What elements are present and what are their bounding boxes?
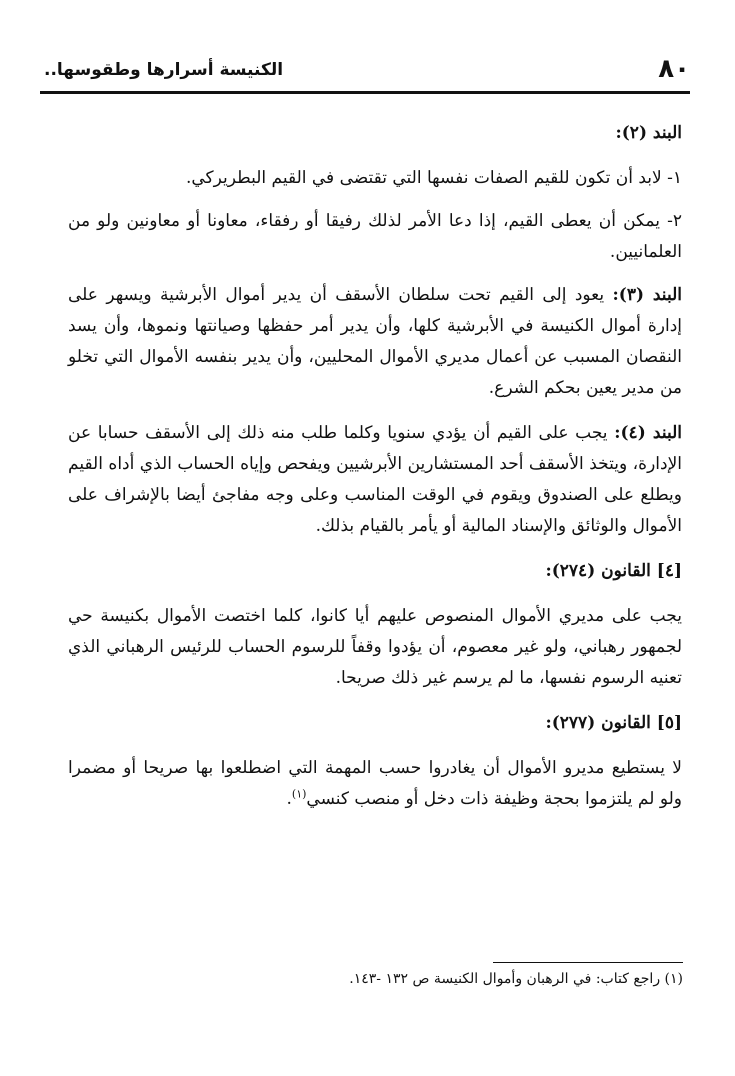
article-label: البند (٣): bbox=[612, 285, 682, 305]
footnote-marker: (١) bbox=[291, 787, 307, 801]
paragraph-text: لا يستطيع مديرو الأموال أن يغادروا حسب المهمة التي اضطلعوا بها صريحا أو مضمرا ولو لم يلتزموا بحجة وظيفة ذات دخل أو منصب كنسي bbox=[68, 758, 682, 809]
page-header bbox=[40, 50, 690, 94]
section-heading-canon-274: [٤] القانون (٢٧٤): bbox=[545, 561, 682, 581]
paragraph-article-4 bbox=[68, 418, 682, 542]
article-label: البند (٤): bbox=[614, 423, 682, 443]
list-item: ١- لابد أن تكون للقيم الصفات نفسها التي تقتضى في القيم البطريركي. bbox=[185, 168, 682, 188]
paragraph-canon-274: يجب على مديري الأموال المنصوص عليهم أيا كانوا، كلما اختصت الأموال بكنيسة حي لجمهور رهباني، ولو غير معصوم، أن يؤدوا وقفاً للرسوم الحساب للرئيس الرهباني الذي تعنيه الرسوم نفسها، ما لم يرسم غير ذلك صريحا. bbox=[68, 606, 682, 688]
paragraph-text: يعود إلى القيم تحت سلطان الأسقف أن يدير أموال الأبرشية ويسهر على إدارة أموال الكنيسة في الأبرشية كلها، وأن يدير أمر حفظها وصيانتها ونموها، وأن يسد النقصان المسبب عن أعمال مديري الأموال المحليين، وأن يدير بنفسه الأموال التي تخلو من مدير يعين بحكم الشرع. bbox=[68, 285, 682, 398]
paragraph-article-3 bbox=[68, 280, 682, 404]
footnote: (١) راجع كتاب: في الرهبان وأموال الكنيسة ص ١٣٢ -١٤٣. bbox=[349, 971, 683, 987]
paragraph-canon-277 bbox=[68, 753, 682, 815]
header-rule bbox=[40, 91, 690, 94]
page-number: ٨٠ bbox=[658, 54, 690, 84]
page-body bbox=[68, 118, 682, 829]
section-heading-article-2: البند (٢): bbox=[615, 123, 682, 143]
section-heading-canon-277: [٥] القانون (٢٧٧): bbox=[545, 713, 682, 733]
paragraph-text: يجب على القيم أن يؤدي سنويا وكلما طلب منه ذلك إلى الأسقف حسابا عن الإدارة، ويتخذ الأسقف أحد المستشارين الأبرشيين ويفحص وإياه الحساب الذي أداه القيم ويطلع على الصندوق ويقوم في الوقت المناسب وعلى وجه مفاجئ أيضا بالإشراف على الأموال والوثائق والإسناد المالية أو يأمر بالقيام بذلك. bbox=[68, 423, 682, 536]
paragraph-end: . bbox=[286, 789, 292, 809]
footnote-rule bbox=[493, 962, 683, 963]
list-item: ٢- يمكن أن يعطى القيم، إذا دعا الأمر لذلك رفيقا أو رفقاء، معاونا أو معاونين ولو من العلمانيين. bbox=[68, 211, 682, 262]
running-title: الكنيسة أسرارها وطقوسها.. bbox=[44, 60, 284, 80]
